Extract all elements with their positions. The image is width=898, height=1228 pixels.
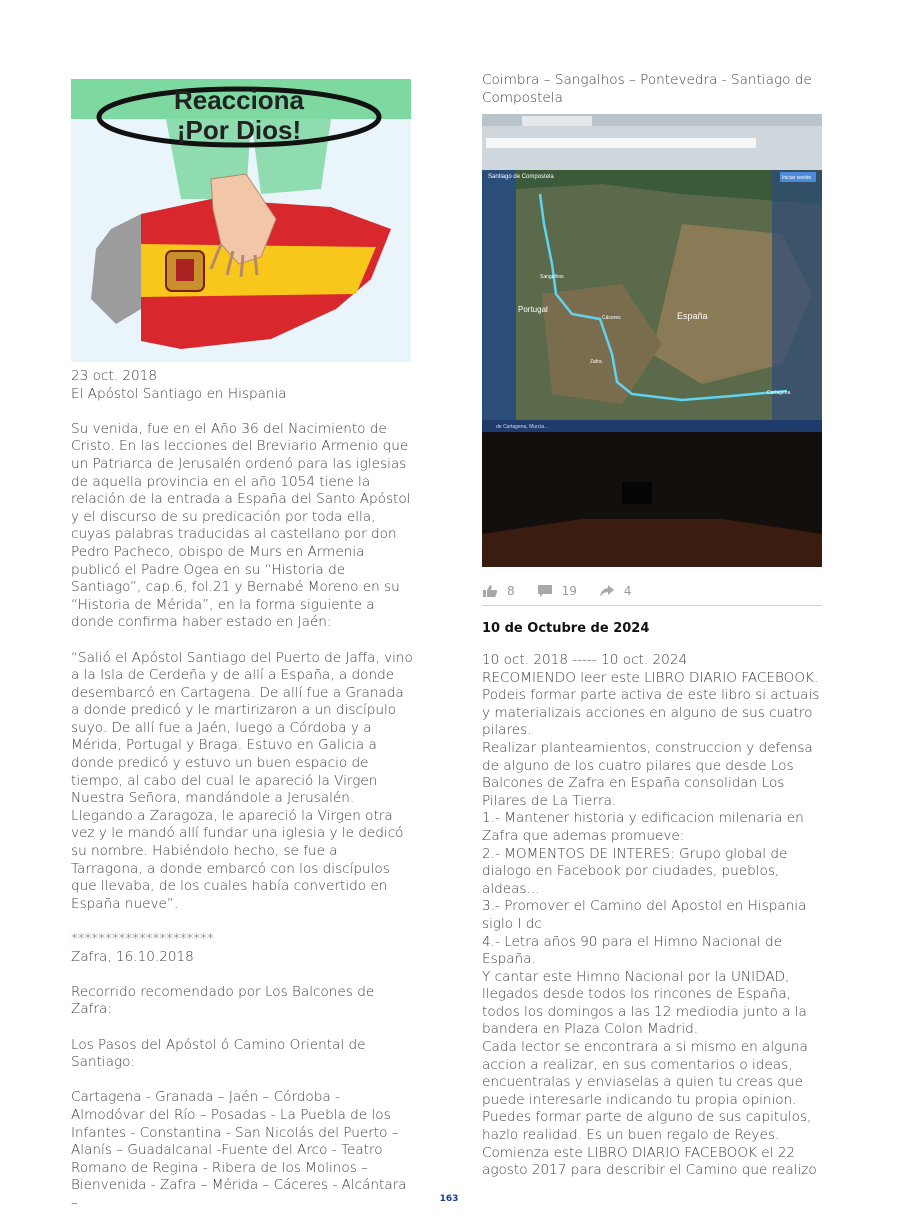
- map-label-sangalhos: Sangalhos: [540, 274, 564, 280]
- cartoon-image: [71, 79, 411, 362]
- route-end: Coimbra – Sangalhos – Pontevedra - Santiago de Compostela: [482, 72, 817, 106]
- reaction-stats: [482, 578, 822, 604]
- shares-group[interactable]: [599, 584, 632, 598]
- paragraph-3: Recorrido recomendado por Los Balcones de Zafra:: [71, 983, 379, 1018]
- divider: [482, 605, 822, 606]
- left-column: [71, 368, 418, 1213]
- route-list: Cartagena - Granada – Jaén – Córdoba - Almodóvar del Río – Posadas - La Puebla de los Infantes - Constantina - San Nicolás del Puerto – Alanís – Guadalcanal -Fuente del Arco - Teatro Romano de Regina - Ribera de los Molinos – Bienvenida - Zafra – Mérida – Cáceres - Alcántara –: [71, 1089, 411, 1211]
- place-date: Zafra, 16.10.2018: [71, 948, 194, 965]
- map-label-espana: España: [677, 311, 708, 321]
- separator-stars: *********************: [71, 931, 214, 947]
- map-signin-btn: Iniciar sesión: [782, 175, 812, 181]
- spain-hands-illustration: [71, 79, 411, 362]
- map-taskbar-tab: de Cartagena, Murcia...: [496, 424, 549, 430]
- paragraph-4: Los Pasos del Apóstol ó Camino Oriental de Santiago:: [71, 1036, 370, 1071]
- share-icon: [599, 584, 615, 598]
- route-end-block: [482, 72, 827, 107]
- shares-count: 4: [623, 584, 632, 598]
- comment-icon: [537, 584, 553, 598]
- map-photo: [482, 114, 822, 567]
- map-label-portugal: Portugal: [518, 305, 548, 314]
- comments-count: 19: [561, 584, 577, 598]
- thumbs-up-icon: [482, 584, 498, 598]
- map-label-caceres: Cáceres: [602, 315, 621, 321]
- likes-group[interactable]: [482, 584, 515, 598]
- paragraph-1: Su venida, fue en el Año 36 del Nacimiento de Cristo. En las lecciones del Breviario Armenio que un Patriarca de Jerusalén ordenó para las iglesias de aquella provincia en el año 1054 tiene la relación de la entrada a España del Santo Apóstol y el discurso de su predicación por toda ella, cuyas palabras traducidas al castellano por don Pedro Pacheco, obispo de Murs en Armenia publicó el Padre Ogea en su “Historia de Santiago”, cap.6, fol.21 y Bernabé Moreno en su “Historia de Mérida”, en la forma siguiente a donde confirma haber estado en Jaén:: [71, 420, 415, 631]
- map-label-compostela: Santiago de Compostela: [488, 174, 554, 180]
- comments-group[interactable]: [537, 584, 577, 598]
- right-body: 10 oct. 2018 ----- 10 oct. 2024 RECOMIENDO leer este LIBRO DIARIO FACEBOOK. Podeis formar parte activa de este libro si actuais y materializais acciones en alguno de sus cuatro pilares. Realizar planteamientos, construccion y defensa de alguno de los cuatro pilares que desde Los Balcones de Zafra en España consolidan Los Pilares de La Tierra. 1.- Mantener historia y edificacion milenaria en Zafra que ademas promueve: 2.- MOMENTOS DE INTERES: Grupo global de dialogo en Facebook por ciudades, pueblos, aldeas... 3.- Promover el Camino del Apostol en Hispania siglo I dc 4.- Letra años 90 para el Himno Nacional de España. Y cantar este Himno Nacional por la UNIDAD, llegados desde todos los rincones de España, todos los domingos a las 12 mediodia junto a la bandera en Plaza Colon Madrid. Cada lector se encontrara a si mismo en alguna accion a realizar, en sus comentarios o ideas, encuentralas y enviaselas a quien tu creas que puede interesarle indicando tu propia opinion. Puedes formar parte de alguno de sus capitulos, hazlo realidad. Es un buen regalo de Reyes. Comienza este LIBRO DIARIO FACEBOOK el 22 agosto 2017 para describir el Camino que realizo: [482, 652, 820, 1179]
- date-heading: 10 de Octubre de 2024: [482, 621, 650, 636]
- paragraph-2: “Salió el Apóstol Santiago del Puerto de Jaffa, vino a la Isla de Cerdeña y de allí a España, a donde desembarcó en Cartagena. De allí fue a Granada a donde predicó y le martirizaron a un discípulo suyo. De allí fue a Jaén, luego a Córdoba y a Mérida, Portugal y Braga. Estuvo en Galicia a donde predicó y estuvo un buen espacio de tiempo, al cabo del cual le apareció la Virgen Nuestra Señora, mandándole a Jerusalén. Llegando a Zaragoza, le apareció la Virgen otra vez y le mandó allí fundar una iglesia y le dedicó su nombre. Habiéndolo hecho, se fue a Tarragona, a donde embarcó con los discípulos que llevaba, de los cuales había convertido en España nueve”.: [71, 649, 418, 912]
- sign-text-1: Reacciona: [173, 85, 305, 115]
- sign-text-2: ¡Por Dios!: [176, 115, 302, 145]
- post-date: 23 oct. 2018: [71, 368, 157, 384]
- map-label-cartagena: Cartagena: [767, 390, 791, 396]
- right-body-block: [482, 652, 827, 1180]
- route-map-screenshot: [482, 114, 822, 567]
- post-title: El Apóstol Santiago en Hispania: [71, 385, 287, 402]
- page-number: 163: [439, 1194, 459, 1204]
- map-label-zafra: Zafra: [590, 359, 602, 365]
- likes-count: 8: [507, 584, 515, 598]
